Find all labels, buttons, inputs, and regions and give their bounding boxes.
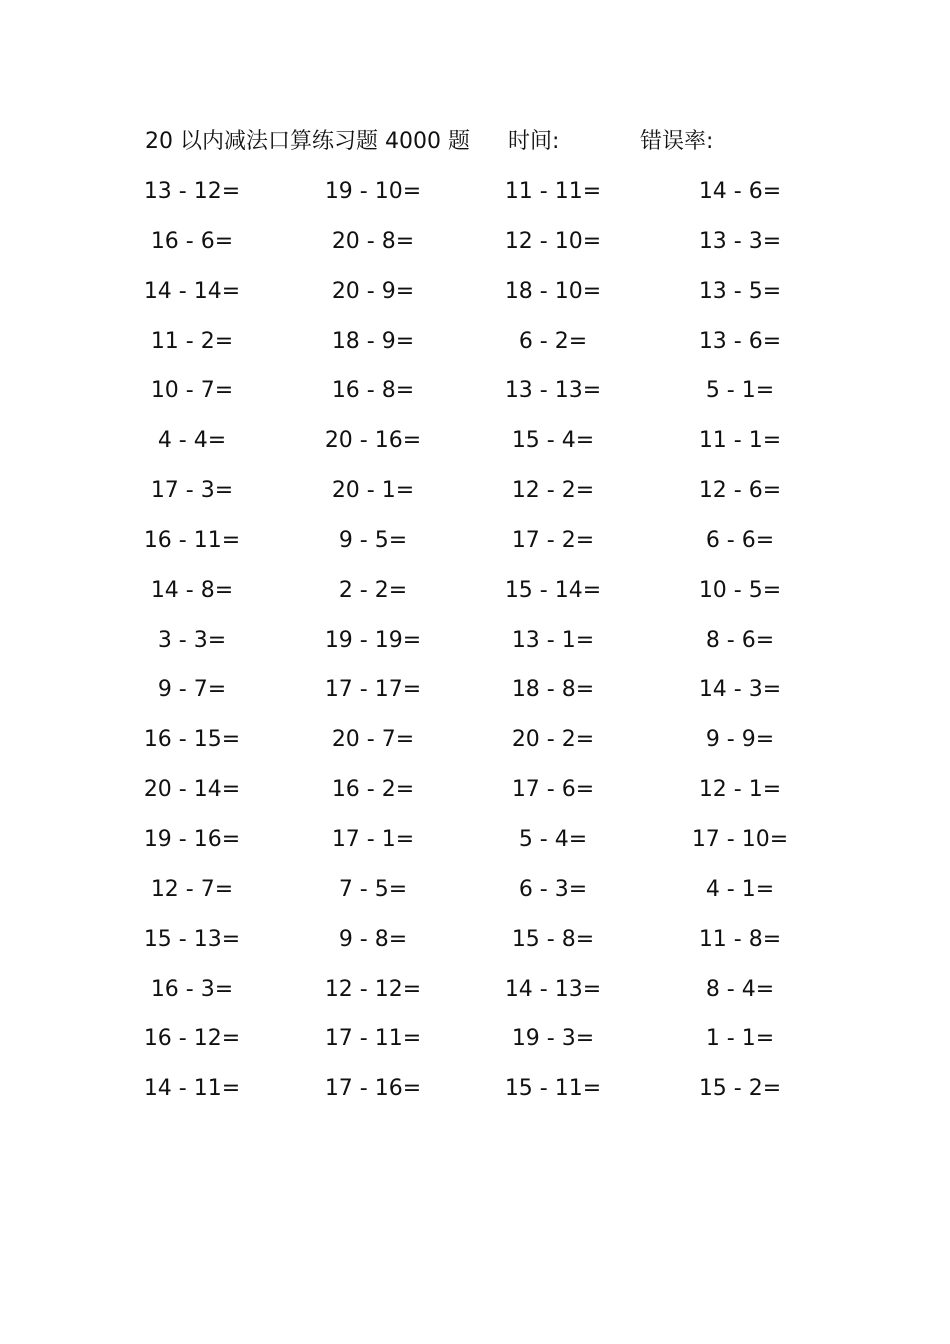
problem: 9 - 9= (705, 727, 775, 753)
problem: 19 - 19= (324, 627, 422, 653)
problem: 12 - 2= (511, 478, 595, 504)
time-label: 时间: (508, 129, 560, 154)
problem: 15 - 11= (504, 1076, 602, 1102)
problem: 11 - 2= (150, 328, 234, 354)
error-rate-label: 错误率: (640, 129, 714, 154)
problem: 13 - 5= (698, 278, 782, 304)
problem: 14 - 13= (504, 976, 602, 1002)
problem: 14 - 14= (143, 278, 241, 304)
problem: 15 - 4= (511, 428, 595, 454)
problem-row (0, 270, 950, 320)
problem: 16 - 6= (150, 228, 234, 254)
problem: 18 - 9= (331, 328, 415, 354)
problem: 15 - 2= (698, 1076, 782, 1102)
problem: 7 - 5= (338, 876, 408, 902)
problem: 15 - 8= (511, 926, 595, 952)
problem: 20 - 7= (331, 727, 415, 753)
problem-row (0, 718, 950, 768)
problem-row (0, 868, 950, 918)
problem-row (0, 1017, 950, 1067)
problem-row (0, 768, 950, 818)
problem: 14 - 3= (698, 677, 782, 703)
problem: 17 - 11= (324, 1026, 422, 1052)
problem: 17 - 17= (324, 677, 422, 703)
problem: 9 - 5= (338, 527, 408, 553)
problem: 17 - 16= (324, 1076, 422, 1102)
problem: 13 - 6= (698, 328, 782, 354)
problem-row (0, 668, 950, 718)
problem: 12 - 10= (504, 228, 602, 254)
problem: 6 - 6= (705, 527, 775, 553)
problem: 13 - 13= (504, 378, 602, 404)
problem: 18 - 8= (511, 677, 595, 703)
problem: 10 - 5= (698, 577, 782, 603)
problem: 20 - 9= (331, 278, 415, 304)
problem: 14 - 8= (150, 577, 234, 603)
problem: 5 - 4= (518, 826, 588, 852)
problem-row (0, 469, 950, 519)
problem-row (0, 569, 950, 619)
problem: 6 - 2= (518, 328, 588, 354)
problem: 16 - 12= (143, 1026, 241, 1052)
problem: 1 - 1= (705, 1026, 775, 1052)
problem: 19 - 16= (143, 826, 241, 852)
problem: 20 - 8= (331, 228, 415, 254)
problem: 17 - 2= (511, 527, 595, 553)
problem: 8 - 4= (705, 976, 775, 1002)
problem-row (0, 1067, 950, 1117)
problem: 13 - 12= (143, 179, 241, 204)
problem: 12 - 6= (698, 478, 782, 504)
problem: 20 - 16= (324, 428, 422, 454)
problem: 17 - 6= (511, 777, 595, 803)
problem: 16 - 8= (331, 378, 415, 404)
problem: 9 - 8= (338, 926, 408, 952)
problem: 9 - 7= (157, 677, 227, 703)
problem-row (0, 619, 950, 669)
problem-row (0, 419, 950, 469)
problem: 16 - 3= (150, 976, 234, 1002)
problem-row (0, 320, 950, 370)
problem: 5 - 1= (705, 378, 775, 404)
problem-row (0, 170, 950, 220)
problem: 14 - 6= (698, 179, 782, 204)
problem-row (0, 519, 950, 569)
problem: 12 - 1= (698, 777, 782, 803)
problem: 4 - 1= (705, 876, 775, 902)
problem: 15 - 13= (143, 926, 241, 952)
problem-row (0, 818, 950, 868)
problem: 11 - 8= (698, 926, 782, 952)
problem: 13 - 1= (511, 627, 595, 653)
problem: 19 - 3= (511, 1026, 595, 1052)
problem: 14 - 11= (143, 1076, 241, 1102)
problem: 20 - 1= (331, 478, 415, 504)
problem: 16 - 15= (143, 727, 241, 753)
problem: 2 - 2= (338, 577, 408, 603)
problem: 11 - 11= (504, 179, 602, 204)
problem: 17 - 3= (150, 478, 234, 504)
problem-row (0, 918, 950, 968)
problem: 12 - 7= (150, 876, 234, 902)
problem: 20 - 14= (143, 777, 241, 803)
problem-row (0, 220, 950, 270)
problem: 17 - 10= (691, 826, 789, 852)
problem: 18 - 10= (504, 278, 602, 304)
problem: 13 - 3= (698, 228, 782, 254)
problem: 10 - 7= (150, 378, 234, 404)
problem: 16 - 11= (143, 527, 241, 553)
problem: 6 - 3= (518, 876, 588, 902)
problem: 17 - 1= (331, 826, 415, 852)
problem: 12 - 12= (324, 976, 422, 1002)
problem: 15 - 14= (504, 577, 602, 603)
problem-row (0, 968, 950, 1018)
problem-grid (0, 170, 950, 1117)
problem-row (0, 369, 950, 419)
problem: 3 - 3= (157, 627, 227, 653)
problem: 20 - 2= (511, 727, 595, 753)
problem: 11 - 1= (698, 428, 782, 454)
problem: 16 - 2= (331, 777, 415, 803)
problem: 19 - 10= (324, 179, 422, 204)
problem: 8 - 6= (705, 627, 775, 653)
worksheet-title: 20 以内减法口算练习题 4000 题 (145, 129, 470, 154)
problem: 4 - 4= (157, 428, 227, 454)
